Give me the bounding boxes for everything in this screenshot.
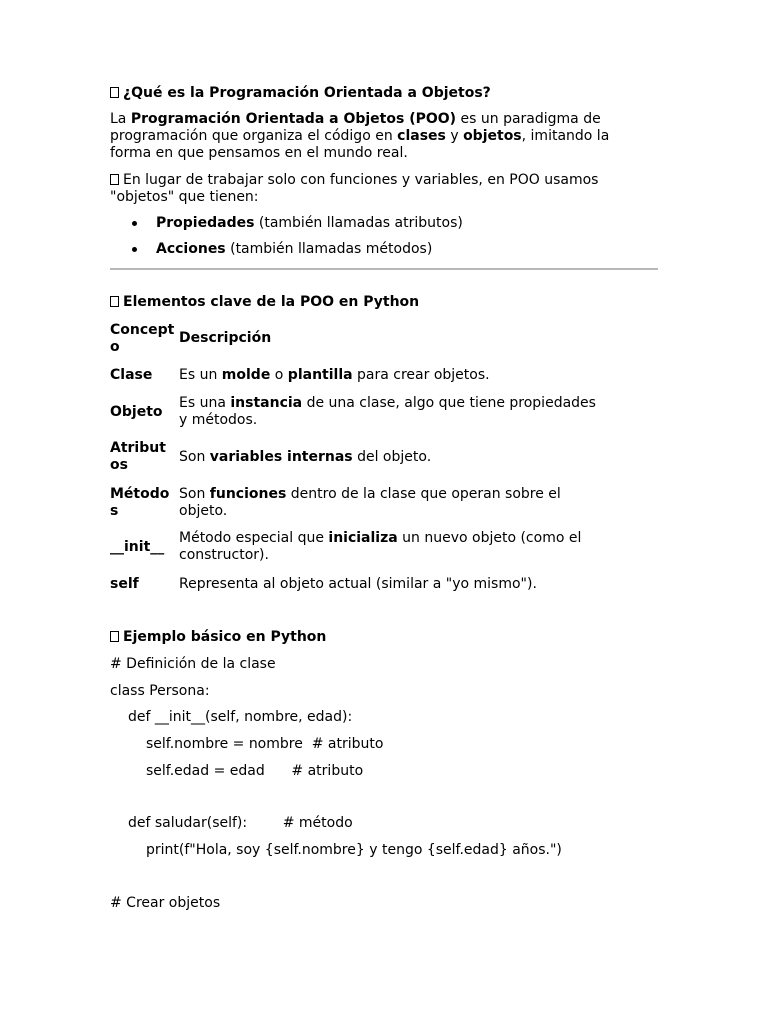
code-line: # Definición de la clase — [110, 656, 276, 672]
section-heading-example: Ejemplo básico en Python — [110, 629, 326, 646]
emoji-placeholder-icon — [110, 631, 119, 642]
code-line: def __init__(self, nombre, edad): — [128, 709, 353, 725]
table-header-concept-line1: Concept — [110, 322, 175, 338]
objects-paragraph-line1: En lugar de trabajar solo con funciones y variables, en POO usamos — [110, 172, 598, 189]
intro-paragraph-line3: forma en que pensamos en el mundo real. — [110, 145, 408, 161]
table-row-description: Representa al objeto actual (similar a "yo mismo"). — [179, 576, 537, 592]
table-row-key: Objeto — [110, 404, 163, 420]
table-row-key: Atribut — [110, 440, 166, 456]
table-row-key: __init__ — [110, 539, 165, 555]
section-heading-poo: ¿Qué es la Programación Orientada a Objetos? — [110, 85, 491, 102]
table-row-description-line2: objeto. — [179, 503, 228, 519]
code-line: def saludar(self): # método — [128, 815, 353, 831]
table-row-description: Es un molde o plantilla para crear objetos. — [179, 367, 490, 383]
list-item: Acciones (también llamadas métodos) — [156, 241, 433, 257]
section-heading-elements: Elementos clave de la POO en Python — [110, 294, 419, 311]
table-row-key-line2: s — [110, 503, 119, 519]
table-row-key: self — [110, 576, 139, 592]
emoji-placeholder-icon — [110, 296, 119, 307]
horizontal-divider — [110, 268, 658, 270]
code-line: self.edad = edad # atributo — [146, 763, 364, 779]
table-header-concept-line2: o — [110, 339, 120, 355]
table-row-description: Son funciones dentro de la clase que operan sobre el — [179, 486, 561, 502]
table-row-description-line2: y métodos. — [179, 412, 258, 428]
table-row-key: Clase — [110, 367, 153, 383]
table-row-description-line2: constructor). — [179, 547, 269, 563]
list-item: Propiedades (también llamadas atributos) — [156, 215, 463, 231]
objects-paragraph-line2: "objetos" que tienen: — [110, 189, 259, 205]
intro-paragraph-line2: programación que organiza el código en clases y objetos, imitando la — [110, 128, 610, 144]
intro-paragraph-line1: La Programación Orientada a Objetos (POO) es un paradigma de — [110, 111, 601, 127]
code-line: self.nombre = nombre # atributo — [146, 736, 384, 752]
code-line: class Persona: — [110, 683, 210, 699]
table-row-description: Son variables internas del objeto. — [179, 449, 432, 465]
emoji-placeholder-icon — [110, 87, 119, 98]
table-header-description: Descripción — [179, 330, 272, 346]
bullet-dot-icon — [132, 221, 137, 226]
table-row-key-line2: os — [110, 457, 128, 473]
code-line: # Crear objetos — [110, 895, 221, 911]
table-row-key: Método — [110, 486, 170, 502]
bullet-dot-icon — [132, 247, 137, 252]
emoji-placeholder-icon — [110, 174, 119, 185]
table-row-description: Es una instancia de una clase, algo que tiene propiedades — [179, 395, 596, 411]
code-line: print(f"Hola, soy {self.nombre} y tengo {self.edad} años.") — [146, 842, 562, 858]
table-row-description: Método especial que inicializa un nuevo objeto (como el — [179, 530, 582, 546]
